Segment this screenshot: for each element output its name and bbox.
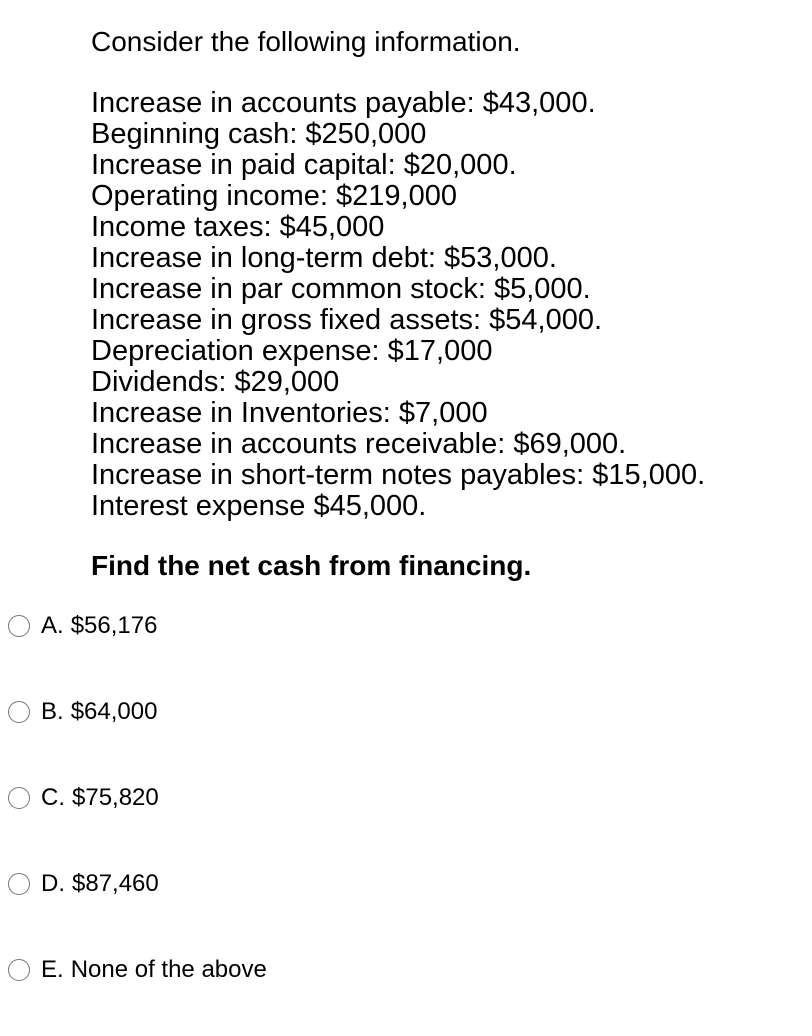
info-item: Interest expense $45,000.	[91, 490, 427, 522]
info-item: Increase in paid capital: $20,000.	[91, 149, 517, 181]
intro-text: Consider the following information.	[91, 26, 521, 57]
info-item: Increase in short-term notes payables: $15,000.	[91, 459, 706, 491]
info-item: Increase in long-term debt: $53,000.	[91, 242, 557, 274]
info-item: Beginning cash: $250,000	[91, 118, 427, 150]
radio-button-c[interactable]	[8, 787, 30, 809]
option-text: $64,000	[70, 698, 158, 725]
info-item: Income taxes: $45,000	[91, 211, 385, 243]
question-text: Find the net cash from financing.	[91, 550, 532, 581]
info-item: Increase in Inventories: $7,000	[91, 397, 488, 429]
radio-button-d[interactable]	[8, 873, 30, 895]
info-item: Increase in accounts payable: $43,000.	[91, 87, 596, 119]
option-b[interactable]	[8, 692, 267, 732]
option-text: $75,820	[72, 784, 159, 811]
option-letter: D.	[41, 870, 65, 897]
info-item: Increase in par common stock: $5,000.	[91, 273, 591, 305]
info-list	[91, 88, 705, 522]
radio-button-e[interactable]	[8, 959, 30, 981]
option-e[interactable]	[8, 950, 267, 990]
option-text: None of the above	[70, 956, 267, 983]
option-c[interactable]	[8, 778, 267, 818]
option-a[interactable]	[8, 606, 267, 646]
info-item: Dividends: $29,000	[91, 366, 340, 398]
radio-button-b[interactable]	[8, 701, 30, 723]
info-item: Increase in accounts receivable: $69,000.	[91, 428, 627, 460]
option-text: $87,460	[72, 870, 159, 897]
radio-button-a[interactable]	[8, 615, 30, 637]
option-letter: A.	[41, 612, 64, 639]
info-item: Depreciation expense: $17,000	[91, 335, 493, 367]
option-letter: E.	[41, 956, 64, 983]
info-item: Increase in gross fixed assets: $54,000.	[91, 304, 603, 336]
option-text: $56,176	[70, 612, 158, 639]
info-item: Operating income: $219,000	[91, 180, 457, 212]
option-d[interactable]	[8, 864, 267, 904]
option-letter: C.	[41, 784, 65, 811]
answer-options	[8, 606, 267, 1036]
option-letter: B.	[41, 698, 64, 725]
